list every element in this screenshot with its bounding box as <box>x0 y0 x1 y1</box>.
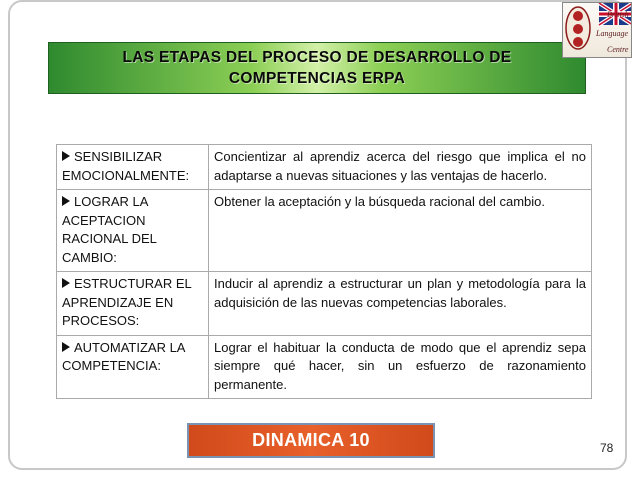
arrow-bullet-icon <box>62 278 70 288</box>
stages-table <box>56 144 592 399</box>
stage-label: SENSIBILIZAR EMOCIONALMENTE: <box>62 149 190 183</box>
stage-label: ESTRUCTURAR EL APRENDIZAJE EN PROCESOS: <box>62 276 192 328</box>
arrow-bullet-icon <box>62 151 70 161</box>
slide-title <box>48 42 586 94</box>
arrow-bullet-icon <box>62 196 70 206</box>
logo-text-1: British <box>607 10 629 19</box>
logo-graphic <box>563 3 632 58</box>
dinamica-label: DINAMICA 10 <box>252 430 370 450</box>
stage-cell <box>57 272 209 336</box>
stage-description: Lograr el habituar la conducta de modo que el aprendiz sepa siempre qué hacer, sin un esfuerzo de razonamiento permanente. <box>209 335 592 399</box>
stage-cell <box>57 335 209 399</box>
stage-label: LOGRAR LA ACEPTACION RACIONAL DEL CAMBIO: <box>62 194 157 265</box>
dinamica-button[interactable] <box>187 423 435 458</box>
stage-description: Inducir al aprendiz a estructurar un plan y metodología para la adquisición de las nuevas competencias laborales. <box>209 272 592 336</box>
page-number: 78 <box>600 441 614 455</box>
stage-cell <box>57 145 209 190</box>
title-line-1: LAS ETAPAS DEL PROCESO DE DESARROLLO DE <box>122 49 512 66</box>
stage-label: AUTOMATIZAR LA COMPETENCIA: <box>62 339 185 373</box>
stage-description: Obtener la aceptación y la búsqueda racional del cambio. <box>209 190 592 272</box>
title-line-2: COMPETENCIAS ERPA <box>228 70 406 87</box>
logo-text-2: Language <box>596 29 628 38</box>
stage-cell <box>57 190 209 272</box>
arrow-bullet-icon <box>62 342 70 352</box>
table-row <box>57 335 592 399</box>
british-language-centre-logo <box>562 2 632 58</box>
table-row <box>57 272 592 336</box>
table-row <box>57 145 592 190</box>
stage-description: Concientizar al aprendiz acerca del riesgo que implica el no adaptarse a nuevas situaciones y las ventajas de hacerlo. <box>209 145 592 190</box>
table-row <box>57 190 592 272</box>
logo-text-3: Centre <box>607 45 629 54</box>
